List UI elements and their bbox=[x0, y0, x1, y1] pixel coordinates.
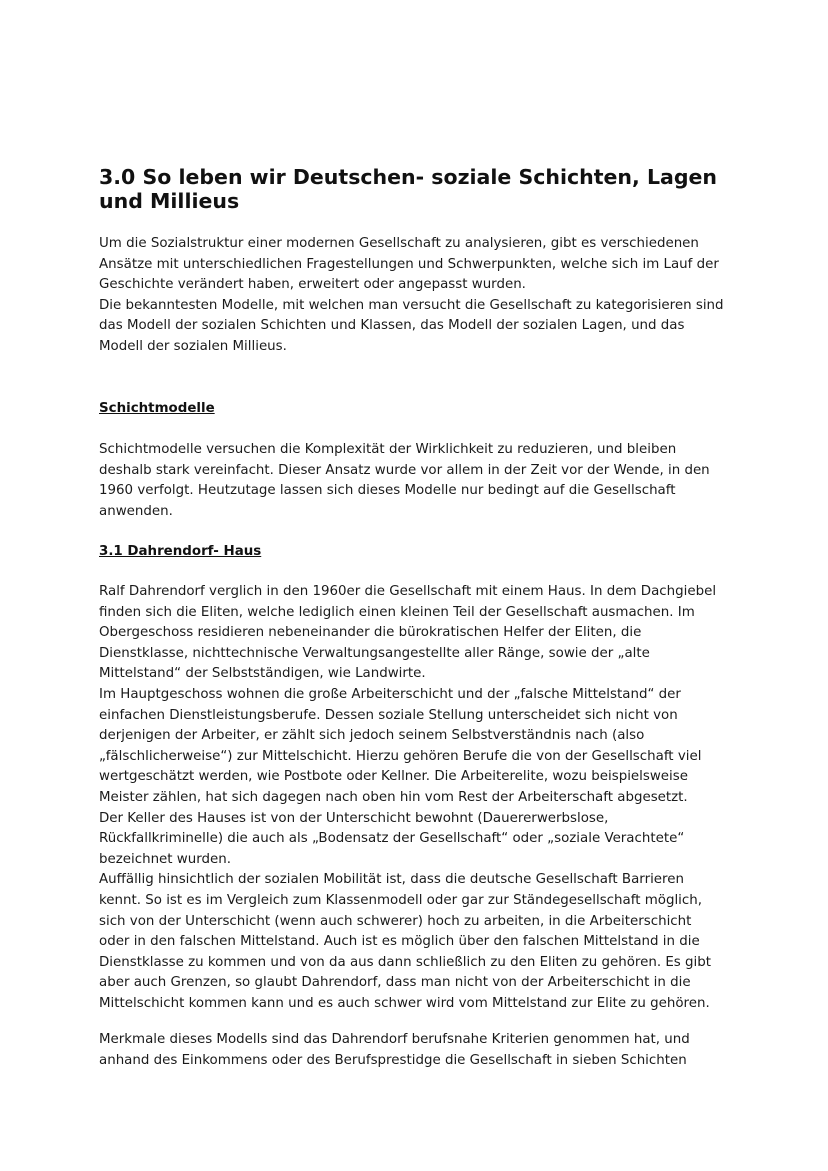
text-line: einfachen Dienstleistungsberufe. Dessen soziale Stellung unterscheidet sich nicht von bbox=[99, 707, 678, 723]
text-line: Ralf Dahrendorf verglich in den 1960er die Gesellschaft mit einem Haus. In dem Dachgiebel bbox=[99, 584, 717, 599]
schichtmodelle-paragraph bbox=[99, 440, 759, 522]
text-line: wertgeschätzt werden, wie Postbote oder Kellner. Die Arbeiterelite, wozu beispielsweise bbox=[99, 769, 688, 785]
text-line: Modell der sozialen Millieus. bbox=[99, 338, 287, 354]
dahrendorf-paragraph bbox=[99, 582, 759, 1014]
section-heading-schichtmodelle: Schichtmodelle bbox=[99, 401, 215, 416]
page-title bbox=[99, 165, 759, 213]
text-line: Rückfallkriminelle) die auch als „Bodensatz der Gesellschaft“ oder „soziale Verachtete“ bbox=[99, 831, 685, 847]
text-line: Dienstklasse zu kommen und von da aus dann schließlich zu den Eliten zu gehören. Es gibt bbox=[99, 954, 712, 970]
text-line: derjenigen der Arbeiter, er zählt sich jedoch seinem Selbstverständnis nach (also bbox=[99, 728, 645, 744]
text-line: Merkmale dieses Modells sind das Dahrendorf berufsnahe Kriterien genommen hat, und bbox=[99, 1032, 690, 1047]
text-line: aber auch Grenzen, so glaubt Dahrendorf, dass man nicht von der Arbeiterschicht in die bbox=[99, 975, 691, 991]
section-heading-dahrendorf: 3.1 Dahrendorf- Haus bbox=[99, 544, 262, 559]
text-line: anhand des Einkommens oder des Berufsprestidge die Gesellschaft in sieben Schichten bbox=[99, 1052, 687, 1068]
text-line: sich von der Unterschicht (wenn auch schwerer) hoch zu arbeiten, in die Arbeiterschicht bbox=[99, 913, 692, 929]
text-line: Um die Sozialstruktur einer modernen Gesellschaft zu analysieren, gibt es verschiedenen bbox=[99, 236, 699, 251]
text-line: anwenden. bbox=[99, 503, 173, 519]
text-line: Im Hauptgeschoss wohnen die große Arbeiterschicht und der „falsche Mittelstand“ der bbox=[99, 686, 681, 702]
text-line: deshalb stark vereinfacht. Dieser Ansatz wurde vor allem in der Zeit vor der Wende, in den bbox=[99, 462, 710, 478]
text-line: Der Keller des Hauses ist von der Unterschicht bewohnt (Dauererwerbslose, bbox=[99, 810, 609, 826]
text-line: bezeichnet wurden. bbox=[99, 851, 231, 867]
text-line: oder in den falschen Mittelstand. Auch ist es möglich über den falschen Mittelstand in die bbox=[99, 934, 700, 950]
page-title-line: und Millieus bbox=[99, 189, 240, 213]
text-line: Meister zählen, hat sich dagegen nach oben hin vom Rest der Arbeiterschaft abgesetzt. bbox=[99, 789, 688, 805]
text-line: 1960 verfolgt. Heutzutage lassen sich dieses Modelle nur bedingt auf die Gesellschaft bbox=[99, 483, 676, 499]
page-title-line: 3.0 So leben wir Deutschen- soziale Schichten, Lagen bbox=[99, 165, 718, 189]
text-line: das Modell der sozialen Schichten und Klassen, das Modell der sozialen Lagen, und das bbox=[99, 318, 685, 334]
text-line: Die bekanntesten Modelle, mit welchen man versucht die Gesellschaft zu kategorisieren sind bbox=[99, 297, 724, 313]
text-line: Ansätze mit unterschiedlichen Fragestellungen und Schwerpunkten, welche sich im Lauf der bbox=[99, 256, 719, 272]
text-line: Auffällig hinsichtlich der sozialen Mobilität ist, dass die deutsche Gesellschaft Barrieren bbox=[99, 872, 684, 888]
intro-paragraph bbox=[99, 234, 759, 358]
text-line: finden sich die Eliten, welche lediglich einen kleinen Teil der Gesellschaft ausmachen. Im bbox=[99, 604, 695, 620]
merkmale-paragraph bbox=[99, 1030, 759, 1071]
text-line: Mittelschicht kommen kann und es auch schwer wird vom Mittelstand zur Elite zu gehören. bbox=[99, 995, 710, 1011]
text-line: Dienstklasse, nichttechnische Verwaltungsangestellte aller Ränge, sowie der „alte bbox=[99, 645, 650, 661]
text-line: Geschichte verändert haben, erweitert oder angepasst wurden. bbox=[99, 277, 526, 293]
text-line: kennt. So ist es im Vergleich zum Klassenmodell oder gar zur Ständegesellschaft möglich, bbox=[99, 892, 702, 908]
text-line: Schichtmodelle versuchen die Komplexität der Wirklichkeit zu reduzieren, und bleiben bbox=[99, 442, 677, 457]
text-line: Mittelstand“ der Selbstständigen, wie Landwirte. bbox=[99, 666, 426, 682]
text-line: „fälschlicherweise“) zur Mittelschicht. Hierzu gehören Berufe die von der Gesellschaft viel bbox=[99, 748, 702, 764]
text-line: Obergeschoss residieren nebeneinander die bürokratischen Helfer der Eliten, die bbox=[99, 625, 642, 641]
